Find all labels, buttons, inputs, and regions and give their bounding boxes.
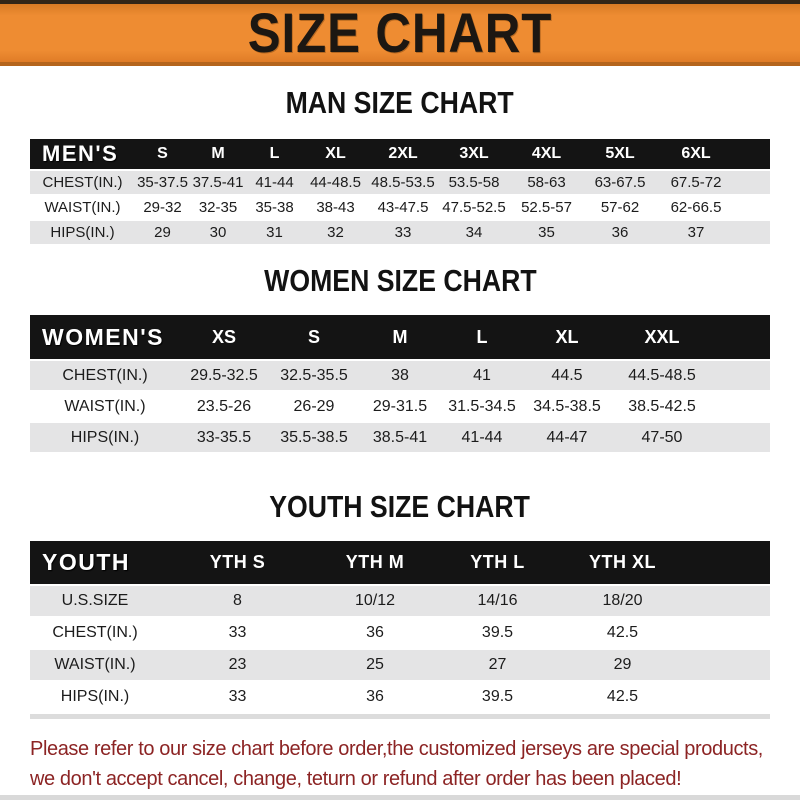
size-value-cell: 23 bbox=[160, 650, 315, 680]
spacer-cell bbox=[685, 586, 770, 616]
size-value-cell: 53.5-58 bbox=[438, 171, 510, 194]
table-row bbox=[30, 392, 770, 421]
row-label-cell: WAIST(IN.) bbox=[30, 392, 180, 421]
spacer-cell bbox=[735, 196, 770, 219]
size-value-cell: 44-47 bbox=[524, 423, 610, 452]
row-label-cell: CHEST(IN.) bbox=[30, 618, 160, 648]
row-label-cell: CHEST(IN.) bbox=[30, 171, 135, 194]
size-value-cell: 8 bbox=[160, 586, 315, 616]
column-header-cell: S bbox=[135, 139, 190, 169]
column-header-cell: L bbox=[440, 315, 524, 359]
banner bbox=[0, 0, 800, 66]
size-value-cell: 27 bbox=[435, 650, 560, 680]
notice-line-2: we don't accept cancel, change, teturn or refund after order has been placed! bbox=[30, 768, 682, 790]
size-value-cell: 33 bbox=[368, 221, 438, 244]
size-value-cell: 44.5-48.5 bbox=[610, 361, 714, 390]
table-header-row bbox=[30, 541, 770, 584]
size-value-cell: 35 bbox=[510, 221, 583, 244]
table-row bbox=[30, 171, 770, 194]
table-row bbox=[30, 423, 770, 452]
size-value-cell: 38 bbox=[360, 361, 440, 390]
spacer-cell bbox=[714, 423, 770, 452]
spacer-cell bbox=[735, 139, 770, 169]
size-value-cell: 29 bbox=[560, 650, 685, 680]
section-heading bbox=[0, 84, 800, 122]
size-value-cell: 67.5-72 bbox=[657, 171, 735, 194]
column-header-cell: L bbox=[246, 139, 303, 169]
size-value-cell: 38-43 bbox=[303, 196, 368, 219]
column-header-cell: XL bbox=[303, 139, 368, 169]
size-value-cell: 42.5 bbox=[560, 618, 685, 648]
size-value-cell: 41-44 bbox=[440, 423, 524, 452]
row-label-cell: CHEST(IN.) bbox=[30, 361, 180, 390]
spacer-cell bbox=[685, 682, 770, 712]
size-value-cell: 25 bbox=[315, 650, 435, 680]
section-heading-text: YOUTH SIZE CHART bbox=[269, 489, 531, 524]
table-row bbox=[30, 221, 770, 244]
column-header-cell: 6XL bbox=[657, 139, 735, 169]
table-row bbox=[30, 618, 770, 648]
column-header-cell: 2XL bbox=[368, 139, 438, 169]
spacer-cell bbox=[685, 541, 770, 584]
table-header-row bbox=[30, 315, 770, 359]
table-name-cell: YOUTH bbox=[30, 541, 160, 584]
size-value-cell: 57-62 bbox=[583, 196, 657, 219]
table-name-cell: MEN'S bbox=[30, 139, 135, 169]
bottom-strip bbox=[0, 795, 800, 800]
size-value-cell: 62-66.5 bbox=[657, 196, 735, 219]
spacer-cell bbox=[714, 315, 770, 359]
size-value-cell: 38.5-42.5 bbox=[610, 392, 714, 421]
size-value-cell: 34 bbox=[438, 221, 510, 244]
size-value-cell: 31 bbox=[246, 221, 303, 244]
size-value-cell: 36 bbox=[315, 618, 435, 648]
size-value-cell: 35.5-38.5 bbox=[268, 423, 360, 452]
column-header-cell: XS bbox=[180, 315, 268, 359]
size-chart-sections bbox=[0, 84, 800, 719]
table-row bbox=[30, 361, 770, 390]
size-table bbox=[30, 313, 770, 454]
size-value-cell: 37 bbox=[657, 221, 735, 244]
size-value-cell: 36 bbox=[315, 682, 435, 712]
size-value-cell: 32.5-35.5 bbox=[268, 361, 360, 390]
size-table bbox=[30, 539, 770, 714]
size-value-cell: 26-29 bbox=[268, 392, 360, 421]
row-label-cell: HIPS(IN.) bbox=[30, 682, 160, 712]
section-heading-text: WOMEN SIZE CHART bbox=[263, 263, 537, 298]
row-label-cell: U.S.SIZE bbox=[30, 586, 160, 616]
size-value-cell: 33 bbox=[160, 682, 315, 712]
column-header-cell: YTH L bbox=[435, 541, 560, 584]
size-value-cell: 29-31.5 bbox=[360, 392, 440, 421]
size-value-cell: 47-50 bbox=[610, 423, 714, 452]
size-value-cell: 41-44 bbox=[246, 171, 303, 194]
row-label-cell: HIPS(IN.) bbox=[30, 423, 180, 452]
size-value-cell: 32-35 bbox=[190, 196, 246, 219]
spacer-cell bbox=[714, 392, 770, 421]
table-row bbox=[30, 650, 770, 680]
section-heading-text: MAN SIZE CHART bbox=[285, 85, 515, 120]
banner-title: SIZE CHART bbox=[247, 1, 553, 64]
size-value-cell: 34.5-38.5 bbox=[524, 392, 610, 421]
size-value-cell: 39.5 bbox=[435, 618, 560, 648]
size-table bbox=[30, 137, 770, 246]
notice-line-1: Please refer to our size chart before order,the customized jerseys are special products, bbox=[30, 738, 763, 760]
size-value-cell: 42.5 bbox=[560, 682, 685, 712]
table-header-row bbox=[30, 139, 770, 169]
spacer-cell bbox=[714, 361, 770, 390]
size-value-cell: 14/16 bbox=[435, 586, 560, 616]
size-value-cell: 52.5-57 bbox=[510, 196, 583, 219]
size-value-cell: 29.5-32.5 bbox=[180, 361, 268, 390]
size-value-cell: 38.5-41 bbox=[360, 423, 440, 452]
size-value-cell: 18/20 bbox=[560, 586, 685, 616]
spacer-cell bbox=[685, 618, 770, 648]
table-row bbox=[30, 586, 770, 616]
column-header-cell: 5XL bbox=[583, 139, 657, 169]
size-value-cell: 29 bbox=[135, 221, 190, 244]
size-value-cell: 39.5 bbox=[435, 682, 560, 712]
size-value-cell: 10/12 bbox=[315, 586, 435, 616]
size-value-cell: 43-47.5 bbox=[368, 196, 438, 219]
size-value-cell: 32 bbox=[303, 221, 368, 244]
spacer-cell bbox=[685, 650, 770, 680]
table-row bbox=[30, 682, 770, 712]
column-header-cell: XXL bbox=[610, 315, 714, 359]
row-label-cell: WAIST(IN.) bbox=[30, 650, 160, 680]
size-value-cell: 41 bbox=[440, 361, 524, 390]
column-header-cell: M bbox=[190, 139, 246, 169]
column-header-cell: YTH S bbox=[160, 541, 315, 584]
size-value-cell: 33 bbox=[160, 618, 315, 648]
section-heading bbox=[0, 262, 800, 300]
section-heading bbox=[0, 488, 800, 526]
row-label-cell: HIPS(IN.) bbox=[30, 221, 135, 244]
row-label-cell: WAIST(IN.) bbox=[30, 196, 135, 219]
table-row bbox=[30, 196, 770, 219]
table-bottom-bar bbox=[30, 714, 770, 719]
column-header-cell: 3XL bbox=[438, 139, 510, 169]
size-value-cell: 33-35.5 bbox=[180, 423, 268, 452]
column-header-cell: 4XL bbox=[510, 139, 583, 169]
size-value-cell: 29-32 bbox=[135, 196, 190, 219]
column-header-cell: XL bbox=[524, 315, 610, 359]
size-value-cell: 31.5-34.5 bbox=[440, 392, 524, 421]
table-name-cell: WOMEN'S bbox=[30, 315, 180, 359]
size-value-cell: 63-67.5 bbox=[583, 171, 657, 194]
size-value-cell: 47.5-52.5 bbox=[438, 196, 510, 219]
column-header-cell: M bbox=[360, 315, 440, 359]
column-header-cell: YTH M bbox=[315, 541, 435, 584]
size-value-cell: 35-38 bbox=[246, 196, 303, 219]
spacer-cell bbox=[735, 171, 770, 194]
size-value-cell: 37.5-41 bbox=[190, 171, 246, 194]
size-value-cell: 30 bbox=[190, 221, 246, 244]
size-value-cell: 48.5-53.5 bbox=[368, 171, 438, 194]
column-header-cell: S bbox=[268, 315, 360, 359]
size-value-cell: 36 bbox=[583, 221, 657, 244]
size-value-cell: 58-63 bbox=[510, 171, 583, 194]
order-notice bbox=[30, 734, 800, 794]
spacer-cell bbox=[735, 221, 770, 244]
size-value-cell: 35-37.5 bbox=[135, 171, 190, 194]
size-value-cell: 44.5 bbox=[524, 361, 610, 390]
column-header-cell: YTH XL bbox=[560, 541, 685, 584]
size-value-cell: 44-48.5 bbox=[303, 171, 368, 194]
size-value-cell: 23.5-26 bbox=[180, 392, 268, 421]
